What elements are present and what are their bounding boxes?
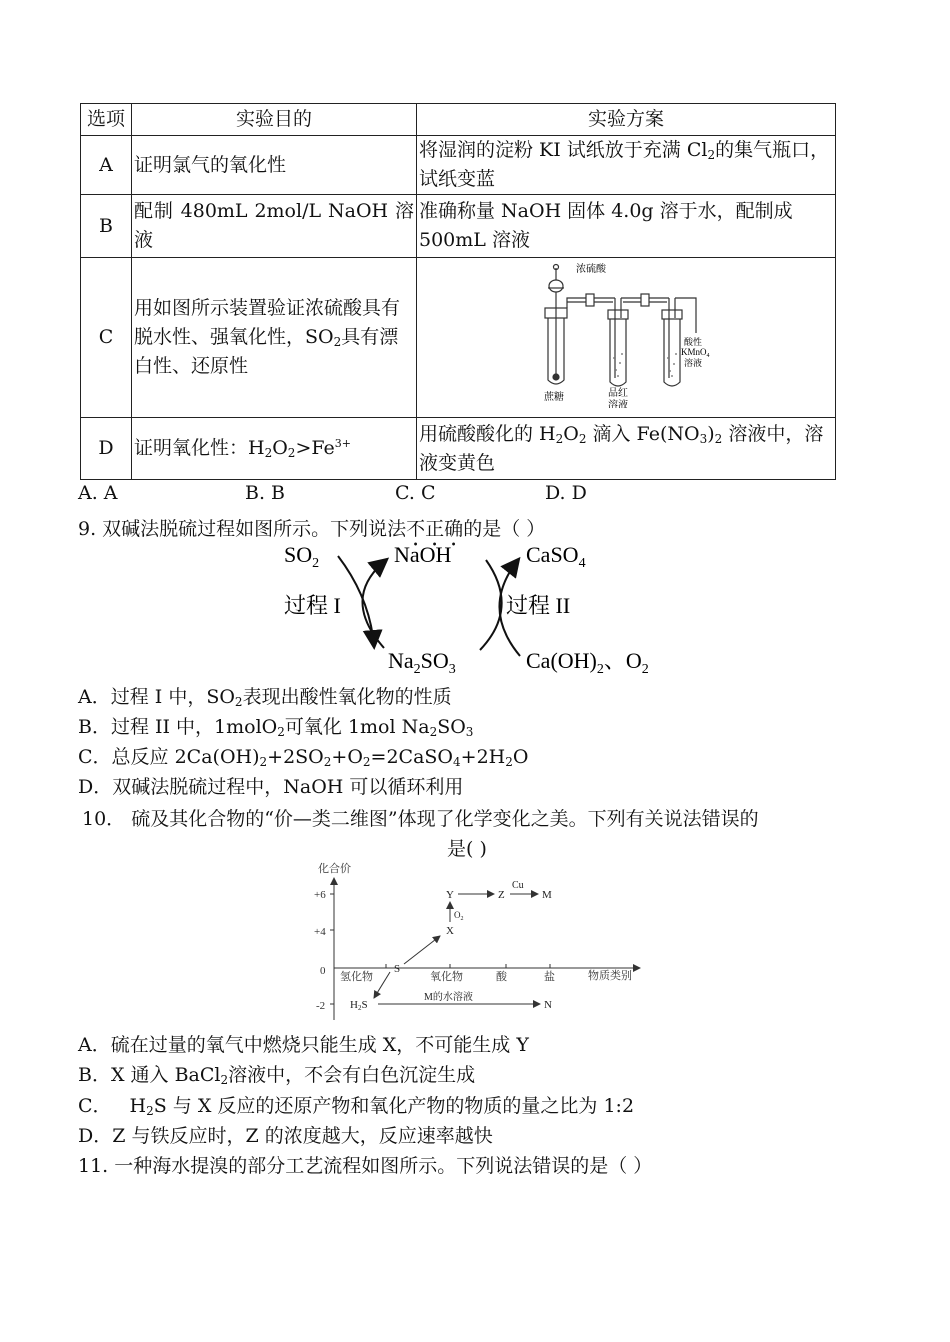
q10-option-b: B．X 通入 BaCl$_2$溶液中，不会有白色沉淀生成: [78, 1064, 476, 1087]
acid-label: 浓硫酸: [576, 264, 606, 275]
o2-label: $O_2$: [454, 910, 464, 922]
q9-option-d: D．双碱法脱硫过程中，NaOH 可以循环利用: [78, 776, 464, 798]
arrow-s-to-h2s: [374, 972, 390, 998]
q9-option-c: C．总反应 $2Ca(OH)_2+2SO_2+O_2=2CaSO_4+2H_2O$: [78, 746, 529, 769]
point-m: M: [542, 889, 552, 901]
point-n: N: [544, 999, 552, 1011]
q8-choice-c: C. C: [395, 482, 436, 504]
caso4-label: CaSO$_4$: [526, 542, 586, 571]
kmno4-label-1: 酸性: [684, 337, 703, 347]
sucrose-label: 蔗糖: [544, 392, 564, 403]
q9-option-b: B．过程 II 中，1molO$_2$可氧化 1mol $Na_2SO_3$: [78, 716, 474, 739]
experiment-table: [80, 103, 836, 480]
magenta-label: 品红: [608, 388, 628, 399]
x-tick-acid: 酸: [496, 971, 507, 983]
apparatus-diagram: [526, 258, 726, 408]
na2so3-label: $Na_2SO_3$: [388, 648, 456, 677]
table-row-d: [81, 418, 836, 480]
kmno4-label-3: 溶液: [684, 358, 703, 368]
row-option: C: [81, 258, 132, 418]
q9-stem: 9. 双碱法脱硫过程如图所示。下列说法不正确的是（ ）: [78, 518, 546, 540]
row-scheme: 将湿润的淀粉 KI 试纸放于充满 $Cl_2$的集气瓶口，试纸变蓝: [417, 136, 836, 195]
point-h2s: H2S: [350, 999, 368, 1012]
arrow-s-to-x: [404, 936, 440, 964]
x-tick-salt: 盐: [544, 971, 555, 983]
q9-option-a: A．过程 I 中，$SO_2$表现出酸性氧化物的性质: [78, 686, 452, 709]
row-option: D: [81, 418, 132, 480]
q10-stem: 10． 硫及其化合物的“价—类二维图”体现了化学变化之美。下列有关说法错误的: [82, 808, 759, 830]
table-row-b: [81, 195, 836, 258]
y-tick-p4: +4: [314, 926, 326, 938]
y-tick-0: 0: [320, 965, 326, 977]
q8-choice-b: B. B: [245, 482, 286, 504]
row-scheme: 准确称量 NaOH 固体 4.0g 溶于水，配制成500mL 溶液: [417, 195, 836, 258]
process-1-label: 过程 I: [284, 593, 341, 618]
q10-option-c: C． $H_2S$ 与 X 反应的还原产物和氧化产物的物质的量之比为 1:2: [78, 1095, 635, 1118]
q8-choice-a: A. A: [78, 482, 118, 504]
x-tick-oxide: 氧化物: [430, 971, 463, 983]
q8-choice-d: D. D: [545, 482, 587, 504]
magenta-solution-label: 溶液: [608, 400, 628, 408]
caoh2-label: $Ca(OH)_2$、$O_2$: [526, 648, 649, 677]
y-tick-p6: +6: [314, 889, 326, 901]
arrow-so2-to-na2so3: [338, 556, 374, 646]
row-purpose: 证明氯气的氧化性: [132, 136, 417, 195]
row-option: B: [81, 195, 132, 258]
point-x: X: [446, 925, 454, 937]
y-tick-m2: -2: [316, 1000, 326, 1012]
x-axis-label: 物质类别: [588, 970, 632, 982]
header-option: 选项: [81, 104, 132, 136]
apparatus-cell: [417, 258, 836, 418]
valence-class-chart: [300, 858, 680, 1028]
q10-option-d: D．Z 与铁反应时，Z 的浓度越大，反应速率越快: [78, 1125, 493, 1147]
point-s: S: [394, 963, 401, 975]
point-z: Z: [498, 889, 505, 901]
point-y: Y: [446, 889, 454, 901]
process-2-label: 过程 II: [506, 593, 571, 618]
y-axis-label: 化合价: [318, 863, 351, 875]
table-row-c: [81, 258, 836, 418]
arrow-na2so3-to-naoh: [362, 560, 386, 648]
q10-stem-end: 是( ): [447, 838, 487, 860]
m-solution-label: M的水溶液: [424, 992, 473, 1003]
so2-label: $SO_2$: [284, 542, 320, 571]
header-purpose: 实验目的: [132, 104, 417, 136]
row-purpose: 证明氧化性：$H_2O_2>Fe^{3+}$: [132, 418, 417, 480]
x-tick-hydride: 氢化物: [340, 971, 373, 983]
q11-stem: 11. 一种海水提溴的部分工艺流程如图所示。下列说法错误的是（ ）: [78, 1155, 653, 1177]
row-purpose: 用如图所示装置验证浓硫酸具有脱水性、强氧化性，$SO_2$具有漂白性、还原性: [132, 258, 417, 418]
row-scheme: 用硫酸酸化的 $H_2O_2$ 滴入 $Fe(NO_3)_2$ 溶液中，溶液变黄色: [417, 418, 836, 480]
cu-label: Cu: [512, 880, 524, 891]
q10-option-a: A．硫在过量的氧气中燃烧只能生成 X，不可能生成 Y: [78, 1034, 529, 1056]
arc-process2: [480, 560, 502, 650]
naoh-label: NaOH: [394, 542, 452, 567]
header-scheme: 实验方案: [417, 104, 836, 136]
table-row-a: [81, 136, 836, 195]
kmno4-label-2: KMnO$_4$: [681, 347, 710, 359]
row-option: A: [81, 136, 132, 195]
desulfurization-cycle-diagram: [270, 538, 690, 678]
row-purpose: 配制 480mL 2mol/L NaOH 溶液: [132, 195, 417, 258]
table-header-row: [81, 104, 836, 136]
